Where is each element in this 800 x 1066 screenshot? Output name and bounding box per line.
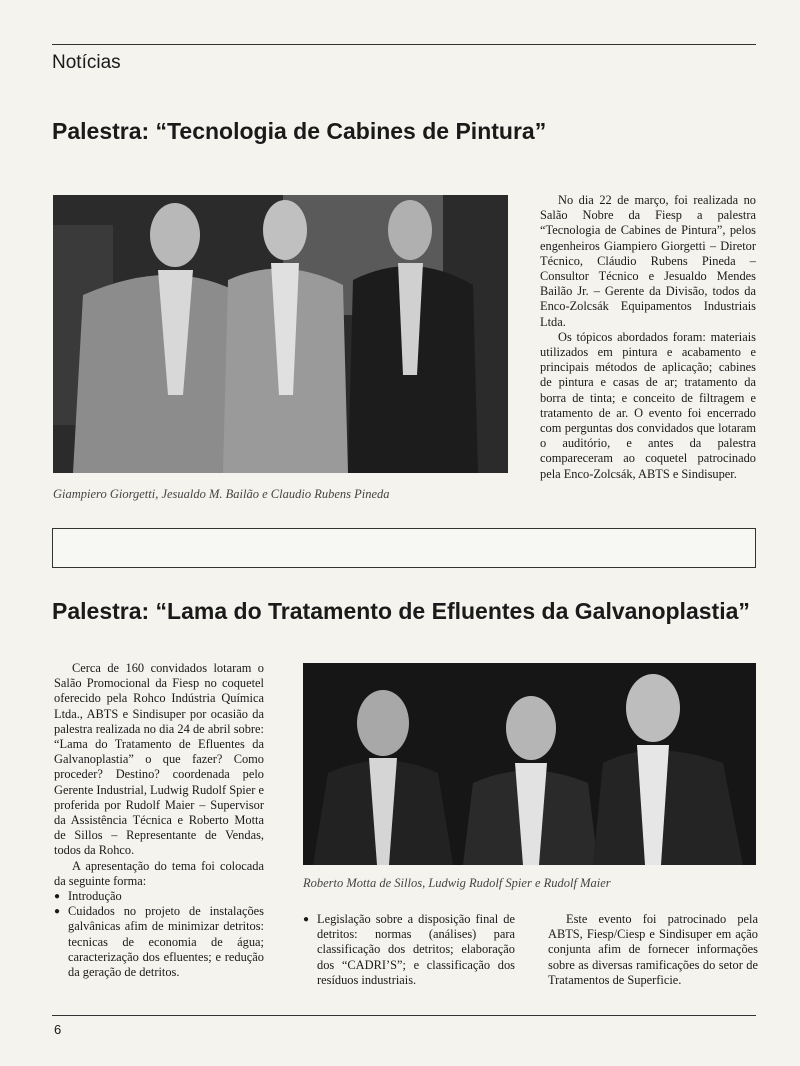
article2-title: Palestra: “Lama do Tratamento de Efluentes da Galvanoplastia” (52, 598, 750, 624)
article2-paragraph-1: Cerca de 160 convidados lotaram o Salão Promocional da Fiesp no coquetel oferecido pela Rohco Indústria Química Ltda., ABTS e Sindisuper por ocasião da palestra realizada no dia 24 de abril sobre: “Lama do Tratamento de Efluentes da Galvanoplastia” o que fazer? Como proceder? Destino? coordenada pelo Gerente Industrial, Ludwig Rudolf Spier e proferida por Rudolf Maier – Supervisor da Assistência Técnica e Roberto Motta de Sillos – Representante de Vendas, todos da Rohco. (54, 661, 264, 858)
article1-text-column (540, 193, 756, 482)
page-number: 6 (54, 1022, 62, 1037)
article1-photo (53, 195, 508, 473)
article2-left-column (54, 661, 264, 980)
blank-box (52, 528, 756, 568)
article2-paragraph-2: A apresentação do tema foi colocada da seguinte forma: (54, 858, 264, 888)
bottom-rule (52, 1015, 756, 1016)
list-item: ● Introdução (54, 889, 264, 904)
list-item: ● Cuidados no projeto de instalações galvânicas afim de minimizar detritos: tecnicas de economia de água; caracterização dos efluentes; e redução da geração de detritos. (54, 904, 264, 980)
article1-caption: Giampiero Giorgetti, Jesualdo M. Bailão e Claudio Rubens Pineda (53, 487, 390, 501)
list-item: ● Legislação sobre a disposição final de detritos: normas (análises) para classificação dos detritos; elaboração dos “CADRI’S”; e classificação dos resíduos industriais. (303, 912, 515, 988)
article1-paragraph-2: Os tópicos abordados foram: materiais utilizados em pintura e acabamento e principais métodos de aplicação; cabines de pintura e casas de ar; tratamento da borra de tinta; e conceito de filtragem e tratamento de ar. O evento foi encerrado com perguntas dos convidados que lotaram o auditório, e antes da palestra compareceram ao coquetel patrocinado pela Enco-Zolcsák, ABTS e Sindisuper. (540, 329, 756, 481)
article1-paragraph-1: No dia 22 de março, foi realizada no Salão Nobre da Fiesp a palestra “Tecnologia de Cabines de Pintura”, pelos engenheiros Giampiero Giorgetti – Diretor Técnico, Cláudio Rubens Pineda – Consultor Técnico e Jesualdo Mendes Bailão Jr. – Gerente da Divisão, todos da Enco-Zolcsák Equipamentos Industriais Ltda. (540, 193, 756, 329)
article1-title: Palestra: “Tecnologia de Cabines de Pintura” (52, 118, 547, 144)
article2-paragraph-3: Este evento foi patrocinado pela ABTS, Fiesp/Ciesp e Sindisuper em ação conjunta afim de fornecer informações sobre as diversas ramificações do setor de Tratamentos de Superficie. (548, 912, 758, 987)
article2-photo (303, 663, 756, 865)
article2-bullet-list (54, 889, 264, 980)
article2-middle-column (303, 912, 515, 988)
article2-bullet-list-continued (303, 912, 515, 988)
top-rule (52, 44, 756, 45)
article2-caption: Roberto Motta de Sillos, Ludwig Rudolf Spier e Rudolf Maier (303, 876, 611, 890)
section-title: Notícias (52, 52, 121, 73)
article2-right-column (548, 912, 758, 988)
